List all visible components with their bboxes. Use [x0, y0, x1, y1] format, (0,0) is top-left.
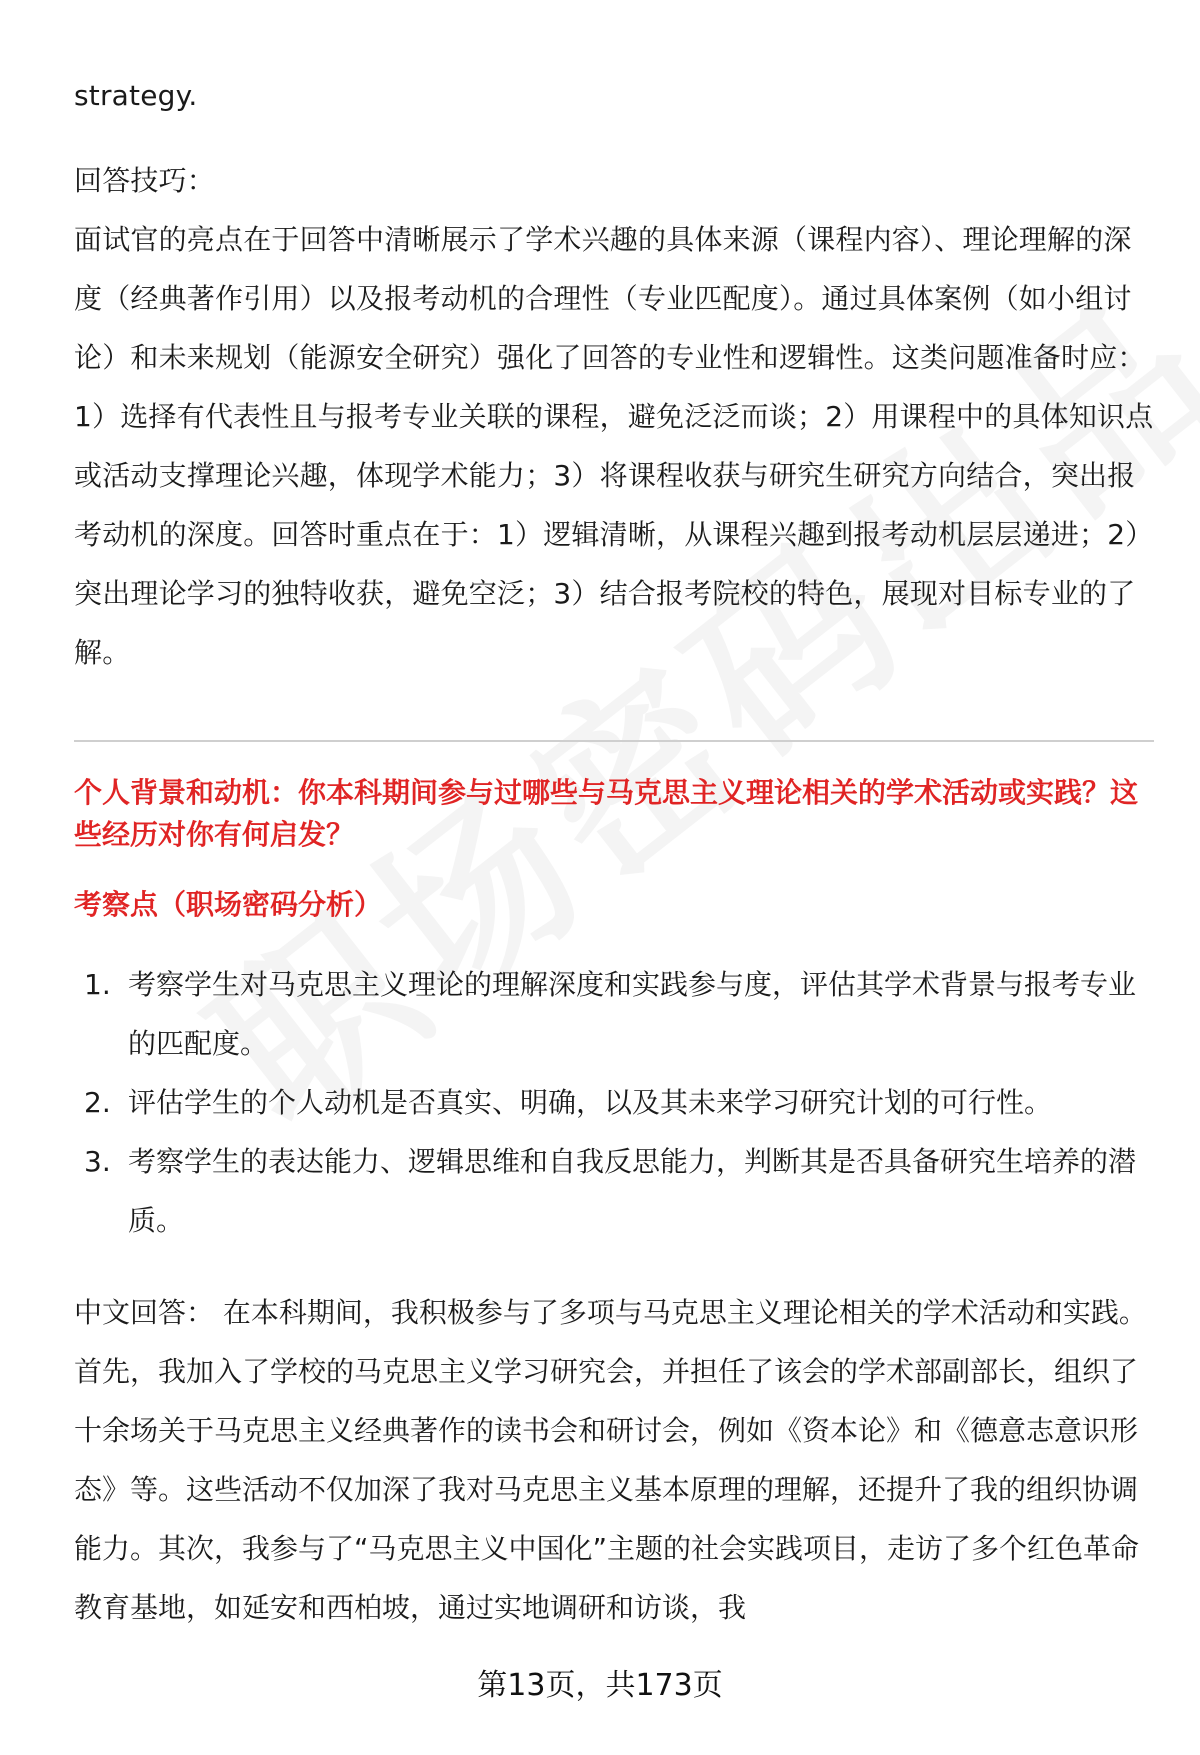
points-heading: 考察点（职场密码分析） [74, 888, 383, 921]
list-item-number: 1. [84, 968, 111, 1001]
points-list [74, 955, 1154, 1250]
list-item-number: 3. [84, 1145, 111, 1178]
section-divider [74, 740, 1154, 742]
page-number-footer: 第13页，共173页 [477, 1668, 723, 1703]
tips-body: 面试官的亮点在于回答中清晰展示了学术兴趣的具体来源（课程内容）、理论理解的深度（经典著作引用）以及报考动机的合理性（专业匹配度）。通过具体案例（如小组讨论）和未来规划（能源安全研究）强化了回答的专业性和逻辑性。这类问题准备时应：1）选择有代表性且与报考专业关联的课程，避免泛泛而谈；2）用课程中的具体知识点或活动支撑理论兴趣，体现学术能力；3）将课程收获与研究生研究方向结合，突出报考动机的深度。回答时重点在于：1）逻辑清晰，从课程兴趣到报考动机层层递进；2）突出理论学习的独特收获，避免空泛；3）结合报考院校的特色，展现对目标专业的了解。 [74, 223, 1154, 669]
answer-body: 中文回答： 在本科期间，我积极参与了多项与马克思主义理论相关的学术活动和实践。首先，我加入了学校的马克思主义学习研究会，并担任了该会的学术部副部长，组织了十余场关于马克思主义经典著作的读书会和研讨会，例如《资本论》和《德意志意识形态》等。这些活动不仅加深了我对马克思主义基本原理的理解，还提升了我的组织协调能力。其次，我参与了“马克思主义中国化”主题的社会实践项目，走访了多个红色革命教育基地，如延安和西柏坡，通过实地调研和访谈，我 [74, 1296, 1147, 1624]
list-item [74, 1132, 1154, 1250]
list-item [74, 1073, 1154, 1132]
list-item [74, 955, 1154, 1073]
intro-tail-text: strategy. [74, 79, 198, 112]
question-title: 个人背景和动机：你本科期间参与过哪些与马克思主义理论相关的学术活动或实践？这些经历对你有何启发？ [74, 776, 1139, 851]
list-item-number: 2. [84, 1086, 111, 1119]
list-item-text: 考察学生对马克思主义理论的理解深度和实践参与度，评估其学术背景与报考专业的匹配度。 [128, 968, 1137, 1060]
list-item-text: 考察学生的表达能力、逻辑思维和自我反思能力，判断其是否具备研究生培养的潜质。 [128, 1145, 1137, 1237]
tips-heading: 回答技巧： [74, 164, 216, 197]
top-content [74, 66, 1154, 682]
list-item-text: 评估学生的个人动机是否真实、明确，以及其未来学习研究计划的可行性。 [128, 1086, 1053, 1119]
